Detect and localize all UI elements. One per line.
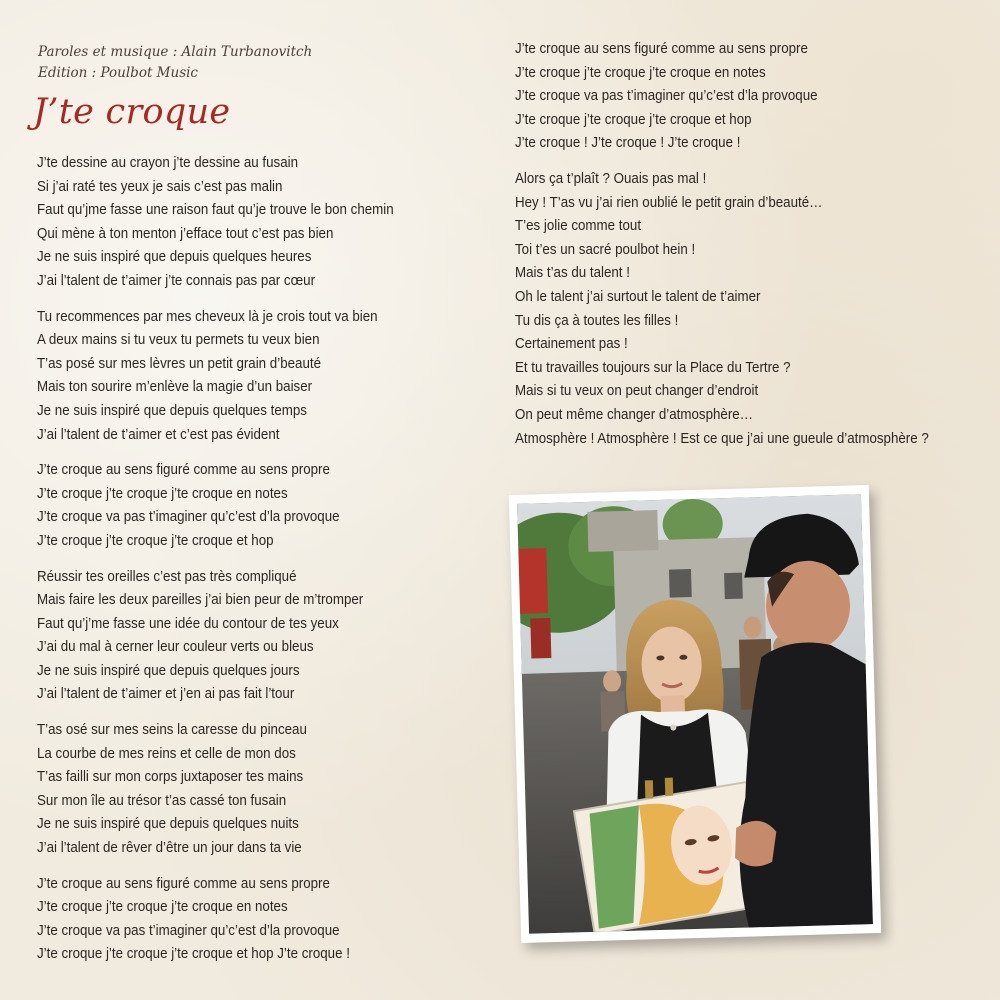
- song-title: J’te croque: [33, 92, 231, 132]
- lyric-line: Je ne suis inspiré que depuis quelques temps: [37, 402, 307, 419]
- lyric-line: Tu dis ça à toutes les filles !: [515, 312, 679, 329]
- lyric-line: J’te dessine au crayon j’te dessine au fusain: [37, 155, 299, 171]
- lyric-line: J’te croque j’te croque j’te croque et hop: [515, 111, 752, 128]
- credits: [38, 42, 312, 84]
- left-stanza: [37, 152, 467, 294]
- lyric-line: J’ai l’talent de t’aimer et c’est pas évident: [37, 426, 280, 443]
- lyric-line: J’ai du mal à cerner leur couleur verts ou bleus: [37, 639, 314, 656]
- lyric-line: J’te croque j’te croque j’te croque et hop J’te croque !: [37, 946, 350, 963]
- lyric-line: J’te croque va pas t’imaginer qu’c’est d’la provoque: [37, 922, 340, 939]
- lyric-line: Faut qu’j’me fasse une idée du contour de tes yeux: [37, 615, 339, 632]
- lyric-line: Je ne suis inspiré que depuis quelques jours: [37, 662, 300, 679]
- lyric-line: T’es jolie comme tout: [515, 218, 642, 235]
- lyric-line: Certainement pas !: [515, 336, 628, 353]
- lyric-line: J’te croque au sens figuré comme au sens propre: [515, 41, 808, 57]
- lyric-line: Mais t’as du talent !: [515, 265, 630, 282]
- lyrics-right-column: [515, 38, 985, 463]
- lyric-line: T’as osé sur mes seins la caresse du pinceau: [37, 722, 307, 739]
- lyric-line: J’ai l’talent de rêver d’être un jour dans ta vie: [37, 840, 302, 857]
- lyric-line: Tu recommences par mes cheveux là je crois tout va bien: [37, 308, 378, 325]
- left-stanza: [37, 306, 467, 448]
- lyric-line: J’te croque va pas t’imaginer qu’c’est d’la provoque: [37, 509, 340, 526]
- lyric-line: Mais si tu veux on peut changer d’endroit: [515, 383, 759, 400]
- lyric-line: A deux mains si tu veux tu permets tu veux bien: [37, 332, 320, 349]
- street-artist-photo: [517, 494, 873, 933]
- lyric-line: J’ai l’talent de t’aimer et j’en ai pas fait l’tour: [37, 686, 295, 703]
- lyric-line: La courbe de mes reins et celle de mon dos: [37, 745, 296, 762]
- lyrics-left-column: [37, 152, 467, 979]
- left-stanza: [37, 873, 467, 967]
- lyric-line: Faut qu’jme fasse une raison faut qu’je trouve le bon chemin: [37, 202, 394, 219]
- lyric-line: On peut même changer d’atmosphère…: [515, 406, 754, 423]
- lyric-line: Je ne suis inspiré que depuis quelques nuits: [37, 816, 299, 833]
- lyric-line: Sur mon île au trésor t’as cassé ton fusain: [37, 792, 287, 809]
- lyric-line: T’as failli sur mon corps juxtaposer tes mains: [37, 769, 304, 786]
- right-stanza: [515, 168, 985, 451]
- photo-illustration: [517, 494, 873, 933]
- credits-lyrics-music: Paroles et musique : Alain Turbanovitch: [38, 44, 313, 60]
- lyric-line: J’te croque au sens figuré comme au sens propre: [37, 462, 330, 479]
- lyric-line: J’te croque ! J’te croque ! J’te croque !: [515, 135, 741, 152]
- left-stanza: [37, 459, 467, 553]
- left-stanza: [37, 719, 467, 861]
- lyric-line: J’ai l’talent de t’aimer j’te connais pas par cœur: [37, 272, 316, 289]
- right-stanza: [515, 38, 985, 156]
- lyric-line: Alors ça t’plaît ? Ouais pas mal !: [515, 170, 707, 187]
- lyric-line: Et tu travailles toujours sur la Place du Tertre ?: [515, 359, 791, 376]
- lyric-line: Mais ton sourire m’enlève la magie d’un baiser: [37, 379, 313, 396]
- lyric-line: Atmosphère ! Atmosphère ! Est ce que j’ai une gueule d’atmosphère ?: [515, 430, 929, 447]
- lyric-line: J’te croque j’te croque j’te croque en notes: [515, 64, 766, 81]
- lyric-line: Hey ! T’as vu j’ai rien oublié le petit grain d’beauté…: [515, 194, 823, 211]
- lyric-line: J’te croque va pas t’imaginer qu’c’est d’la provoque: [515, 88, 818, 105]
- lyric-line: T’as posé sur mes lèvres un petit grain d’beauté: [37, 355, 322, 372]
- credits-edition: Edition : Poulbot Music: [38, 65, 198, 81]
- lyric-line: J’te croque au sens figuré comme au sens propre: [37, 875, 330, 892]
- lyric-line: Oh le talent j’ai surtout le talent de t’aimer: [515, 288, 761, 305]
- lyric-line: Réussir tes oreilles c’est pas très compliqué: [37, 568, 297, 585]
- photo-frame: [509, 485, 881, 943]
- lyric-line: Mais faire les deux pareilles j’ai bien peur de m’tromper: [37, 592, 364, 609]
- lyric-line: Si j’ai raté tes yeux je sais c’est pas malin: [37, 178, 283, 195]
- lyric-line: J’te croque j’te croque j’te croque et hop: [37, 532, 274, 549]
- lyric-line: Toi t’es un sacré poulbot hein !: [515, 241, 696, 258]
- lyric-line: J’te croque j’te croque j’te croque en notes: [37, 485, 288, 502]
- lyric-line: Qui mène à ton menton j’efface tout c’est pas bien: [37, 225, 334, 242]
- lyric-line: J’te croque j’te croque j’te croque en notes: [37, 899, 288, 916]
- left-stanza: [37, 566, 467, 708]
- lyric-line: Je ne suis inspiré que depuis quelques heures: [37, 249, 312, 266]
